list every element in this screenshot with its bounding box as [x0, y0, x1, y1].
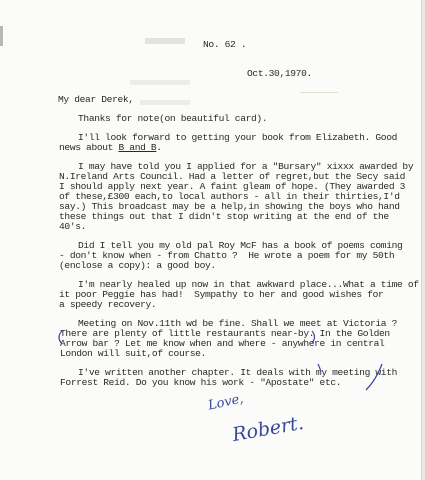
paragraph-5-line: Meeting on Nov.11th wd be fine. Shall we meet at Victoria ?	[78, 318, 398, 329]
reverse-show-through	[145, 38, 185, 44]
reverse-show-through	[130, 80, 190, 85]
paragraph-4-line: I'm nearly healed up now in that awkward place...What a time of	[78, 279, 419, 290]
paragraph-2-line: I may have told you I applied for a "Bursary" xixxx awarded by	[78, 161, 414, 172]
reverse-show-through	[140, 100, 190, 105]
paragraph-5-line: There are plenty of little restaurants near-by. In the Golden	[60, 328, 390, 339]
paragraph-3-line: - don't know when - from Chatto ? He wrote a poem for my 50th	[59, 250, 395, 261]
paragraph-2-line: these things out that I didn't stop writing at the end of the	[59, 211, 389, 222]
letter-date: Oct.30,1970.	[247, 68, 312, 79]
stamp-mark	[300, 80, 338, 93]
paragraph-6-line: I've written another chapter. It deals with my meeting with	[78, 367, 398, 378]
paragraph-2-line: I should apply next year. A faint gleam of hope. (They awarded 3	[59, 181, 406, 192]
signature: Robert.	[230, 411, 306, 447]
text-run: .	[156, 142, 162, 153]
letter-number: No. 62 .	[203, 39, 247, 50]
signoff: Love,	[206, 391, 245, 414]
paragraph-2-line: N.Ireland Arts Council. Had a letter of regret,but the Secy said	[59, 171, 406, 182]
paragraph-1-line	[59, 143, 162, 153]
paragraph-2-line: say.) This broadcast may be a help,in showing the boys who hand	[59, 201, 400, 212]
paragraph-3-line: (enclose a copy): a good boy.	[59, 260, 216, 271]
paragraph-2-line: of these,£300 each,to local authors - all in their thirties,I'd	[59, 191, 400, 202]
thanks-line: Thanks for note(on beautiful card).	[78, 113, 268, 124]
paragraph-3-line: Did I tell you my old pal Roy McF has a book of poems coming	[78, 240, 403, 251]
underlined-text: B and B	[118, 142, 157, 153]
paragraph-6-line: Forrest Reid. Do you know his work - "Apostate" etc.	[60, 377, 342, 388]
paragraph-4-line: a speedy recovery.	[59, 299, 157, 310]
salutation: My dear Derek,	[58, 94, 134, 105]
paragraph-5-line: Arrow bar ? Let me know when and where - anywhere in central	[60, 338, 385, 349]
paragraph-5-line: London will suit,of course.	[60, 348, 206, 359]
paragraph-1-line: I'll look forward to getting your book from Elizabeth. Good	[78, 132, 398, 143]
paragraph-4-line: it poor Peggie has had! Sympathy to her and good wishes for	[59, 289, 384, 300]
staple-mark	[0, 26, 3, 46]
text-run: news about	[59, 142, 119, 153]
paragraph-2-line: 40's.	[59, 221, 87, 232]
